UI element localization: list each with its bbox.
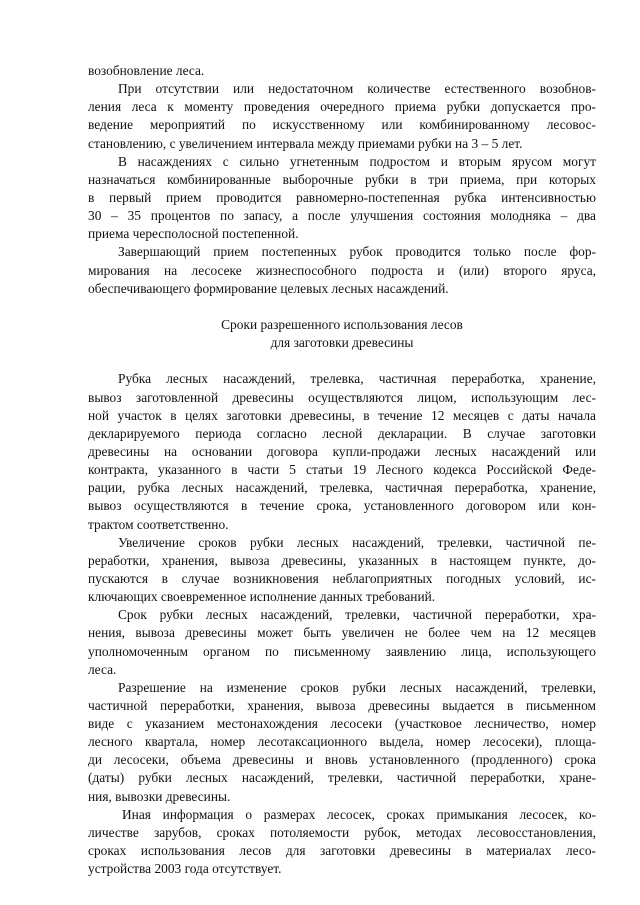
text-line: нения, вывоза древесины может быть увеличен не более чем на 12 месяцев [88,625,596,641]
blank-line [88,352,596,370]
text-line: назначаться комбинированные выборочные рубки в три приема, при которых [88,171,596,187]
text-line: леса. [88,661,117,677]
text-line: трактом соответственно. [88,516,229,532]
text-line: устройства 2003 года отсутствует. [88,861,282,877]
text-line: ди лесосеки, объема древесины и вновь установленного (продленного) срока [88,752,596,768]
text-line: в первый прием проводится равномерно-постепенная рубка интенсивностью [88,189,596,205]
text-line: ключающих своевременное исполнение данных требований. [88,589,436,605]
text-line: ной участок в целях заготовки древесины, в течение 12 месяцев с даты начала [88,407,596,423]
text-line: Иная информация о размерах лесосек, сроках примыкания лесосек, ко- [122,806,596,822]
text-line: ния, вывозки древесины. [88,788,231,804]
document-body [88,62,596,878]
text-line: Увеличение сроков рубки лесных насаждений, трелевки, частичной пе- [118,534,596,550]
section-heading: для заготовки древесины [270,335,414,351]
text-line: пускаются в случае возникновения неблагоприятных погодных условий, ис- [88,570,596,586]
section-heading: Сроки разрешенного использования лесов [221,316,463,332]
text-line: Срок рубки лесных насаждений, трелевки, частичной переработки, хра- [118,607,596,623]
text-line: (даты) рубки лесных насаждений, трелевки, частичной переработки, хране- [88,770,596,786]
text-line: декларируемого периода согласно лесной декларации. В случае заготовки [88,425,596,441]
text-line: виде с указанием местонахождения лесосеки (участковое лесничество, номер [88,716,596,732]
blank-line [88,298,596,316]
text-line: Рубка лесных насаждений, трелевка, частичная переработка, хранение, [118,371,596,387]
text-line: возобновление леса. [88,63,205,78]
text-line: древесины на основании договора купли-продажи лесных насаждений или [88,443,596,459]
text-line: частичной переработки, хранения, вывоза древесины выдается в письменном [88,697,596,713]
text-line: обеспечивающего формирование целевых лесных насаждений. [88,280,449,296]
text-line: ведение мероприятий по искусственному или комбинированному лесовос- [88,117,596,133]
text-line: лесного квартала, номер лесотаксационного выдела, номер лесосеки), площа- [88,734,596,750]
text-line: При отсутствии или недостаточном количестве естественного возобнов- [118,81,596,97]
text-line: сроках использования лесов для заготовки древесины в материалах лесо- [88,843,596,859]
text-line: становлению, с увеличением интервала между приемами рубки на 3 – 5 лет. [88,135,523,151]
text-line: личестве зарубов, сроках потоляемости рубок, методах лесовосстановления, [88,824,596,840]
text-line: приема чересполосной постепенной. [88,226,299,242]
text-line: вывоз заготовленной древесины осуществляются лицом, использующим лес- [88,389,596,405]
text-line: уполномоченным органом по письменному заявлению лица, использующего [88,643,596,659]
text-line: мирования на лесосеке жизнеспособного подроста и (или) второго яруса, [88,262,596,278]
text-line: реработки, хранения, вывоза древесины, указанных в настоящем пункте, до- [88,552,596,568]
text-line: рации, рубка лесных насаждений, трелевка, частичная переработка, хранение, [88,480,596,496]
text-line: В насаждениях с сильно угнетенным подростом и вторым ярусом могут [118,153,596,169]
text-line: контракта, указанного в части 5 статьи 19 Лесного кодекса Российской Феде- [88,462,596,478]
text-line: Завершающий прием постепенных рубок проводится только после фор- [118,244,596,260]
text-line: ления леса к моменту проведения очередного приема рубки допускается про- [88,99,596,115]
text-line: 30 – 35 процентов по запасу, а после улучшения состояния молодняка – два [88,208,596,224]
text-line: Разрешение на изменение сроков рубки лесных насаждений, трелевки, [118,679,596,695]
text-line: вывоз осуществляются в течение срока, установленного договором или кон- [88,498,596,514]
